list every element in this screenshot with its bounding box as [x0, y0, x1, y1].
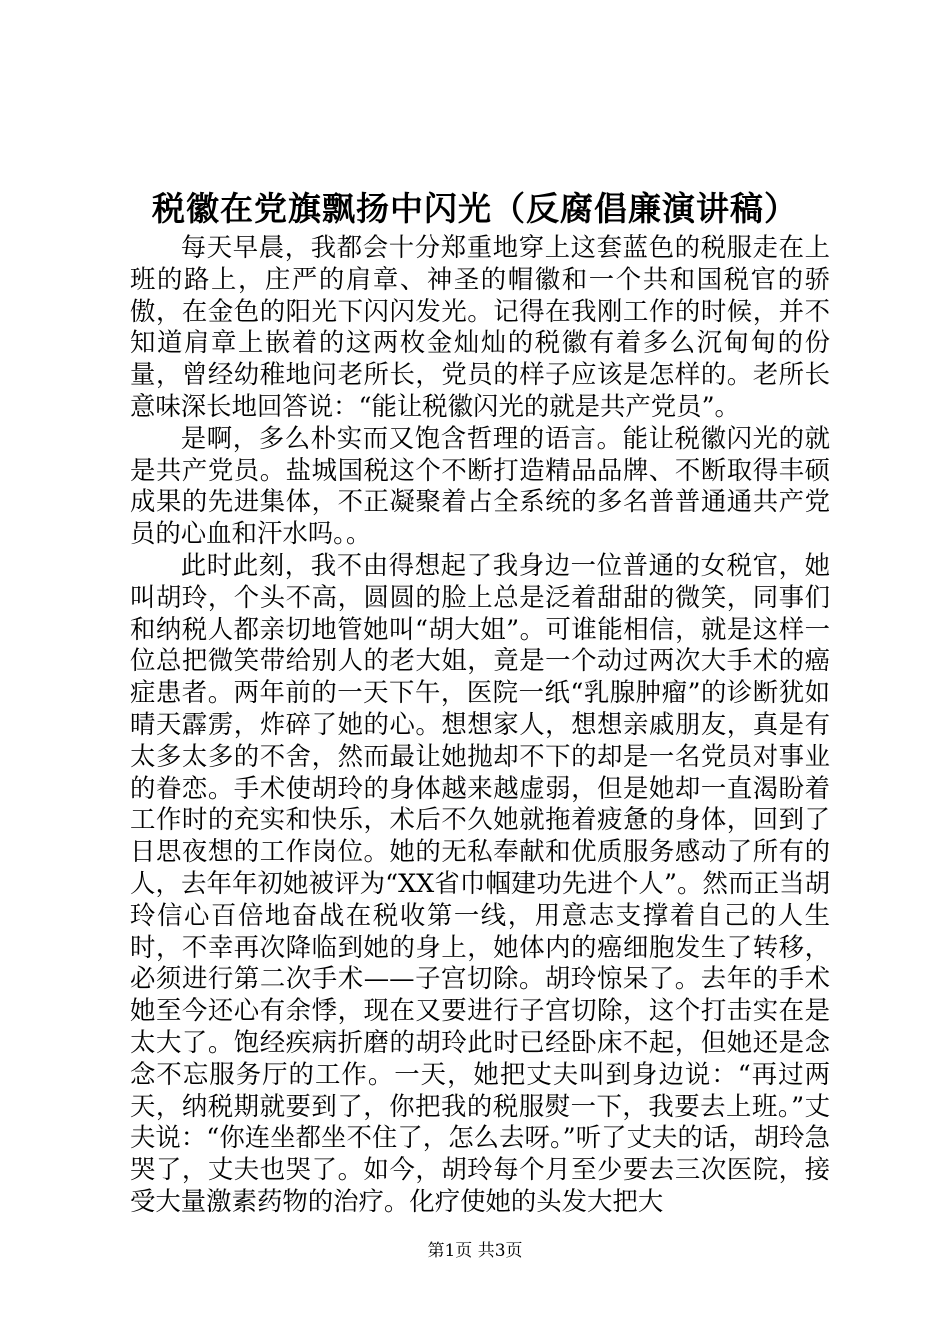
document-title: 税徽在党旗飘扬中闪光（反腐倡廉演讲稿） — [152, 189, 798, 228]
document-body — [130, 232, 830, 1218]
paragraph-2: 是啊，多么朴实而又饱含哲理的语言。能让税徽闪光的就是共产党员。盐城国税这个不断打造精品品牌、不断取得丰硕成果的先进集体，不正凝聚着占全系统的多名普普通通共产党员的心血和汗水吗。。 — [130, 422, 830, 549]
paragraph-1: 每天早晨，我都会十分郑重地穿上这套蓝色的税服走在上班的路上，庄严的肩章、神圣的帽徽和一个共和国税官的骄傲，在金色的阳光下闪闪发光。记得在我刚工作的时候，并不知道肩章上嵌着的这两枚金灿灿的税徽有着多么沉甸甸的份量，曾经幼稚地问老所长，党员的样子应该是怎样的。老所长意味深长地回答说：“能让税徽闪光的就是共产党员”。 — [130, 232, 830, 421]
paragraph-3: 此时此刻，我不由得想起了我身边一位普通的女税官，她叫胡玲，个头不高，圆圆的脸上总是泛着甜甜的微笑，同事们和纳税人都亲切地管她叫“胡大姐”。可谁能相信，就是这样一位总把微笑带给别人的老大姐，竟是一个动过两次大手术的癌症患者。两年前的一天下午，医院一纸“乳腺肿瘤”的诊断犹如晴天霹雳，炸碎了她的心。想想家人，想想亲戚朋友，真是有太多太多的不舍，然而最让她抛却不下的却是一名党员对事业的眷恋。手术使胡玲的身体越来越虚弱，但是她却一直渴盼着工作时的充实和快乐，术后不久她就拖着疲惫的身体，回到了日思夜想的工作岗位。她的无私奉献和优质服务感动了所有的人，去年年初她被评为“XX省巾帼建功先进个人”。然而正当胡玲信心百倍地奋战在税收第一线，用意志支撑着自己的人生时，不幸再次降临到她的身上，她体内的癌细胞发生了转移，必须进行第二次手术——子宫切除。胡玲惊呆了。去年的手术她至今还心有余悸，现在又要进行子宫切除，这个打击实在是太大了。饱经疾病折磨的胡玲此时已经卧床不起，但她还是念念不忘服务厅的工作。一天，她把丈夫叫到身边说：“再过两天，纳税期就要到了，你把我的税服熨一下，我要去上班。”丈夫说：“你连坐都坐不住了，怎么去呀。”听了丈夫的话，胡玲急哭了，丈夫也哭了。如今，胡玲每个月至少要去三次医院，接受大量激素药物的治疗。化疗使她的头发大把大 — [130, 549, 830, 1216]
page-footer: 第1页 共3页 — [427, 1241, 523, 1261]
